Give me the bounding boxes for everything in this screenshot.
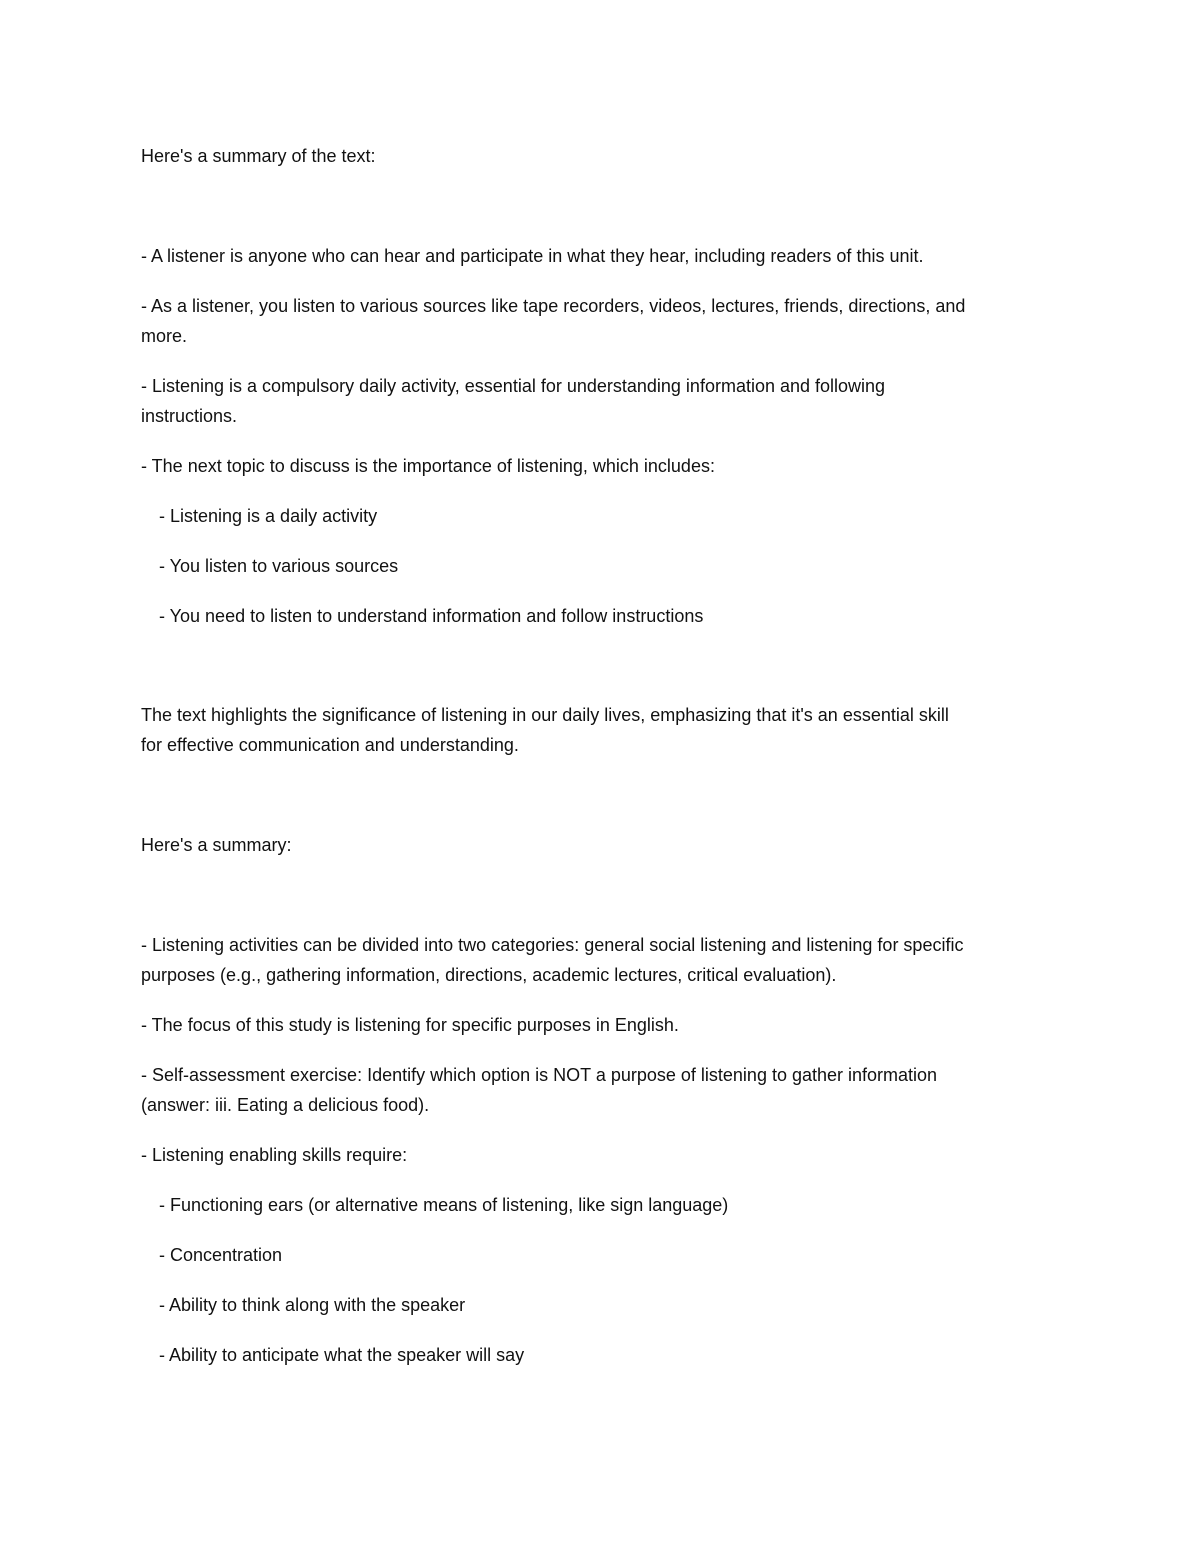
- bullet-listening-categories-cont: purposes (e.g., gathering information, directions, academic lectures, critical evaluation).: [141, 965, 837, 985]
- bullet-next-topic: - The next topic to discuss is the importance of listening, which includes:: [141, 456, 715, 476]
- bullet-listening-sources-cont: more.: [141, 326, 188, 346]
- bullet-study-focus: - The focus of this study is listening for specific purposes in English.: [141, 1015, 679, 1035]
- sub-bullet-concentration: - Concentration: [159, 1245, 283, 1265]
- summary-heading-2: Here's a summary:: [141, 835, 292, 855]
- bullet-compulsory-activity-cont: instructions.: [141, 406, 238, 426]
- sub-bullet-daily-activity: - Listening is a daily activity: [159, 506, 378, 526]
- bullet-compulsory-activity: - Listening is a compulsory daily activity, essential for understanding information and following: [141, 376, 886, 396]
- bullet-listening-sources: - As a listener, you listen to various sources like tape recorders, videos, lectures, friends, directions, and: [141, 296, 966, 316]
- sub-bullet-various-sources: - You listen to various sources: [159, 556, 399, 576]
- bullet-self-assessment: - Self-assessment exercise: Identify which option is NOT a purpose of listening to gather information: [141, 1065, 938, 1085]
- sub-bullet-functioning-ears: - Functioning ears (or alternative means of listening, like sign language): [159, 1195, 729, 1215]
- sub-bullet-understand-information: - You need to listen to understand information and follow instructions: [159, 606, 704, 626]
- bullet-enabling-skills: - Listening enabling skills require:: [141, 1145, 408, 1165]
- bullet-listening-categories: - Listening activities can be divided into two categories: general social listening and listening for specific: [141, 935, 964, 955]
- conclusion-paragraph: The text highlights the significance of listening in our daily lives, emphasizing that it's an essential skill: [141, 705, 949, 725]
- bullet-self-assessment-cont: (answer: iii. Eating a delicious food).: [141, 1095, 430, 1115]
- sub-bullet-anticipate: - Ability to anticipate what the speaker will say: [159, 1345, 525, 1365]
- sub-bullet-think-along: - Ability to think along with the speaker: [159, 1295, 466, 1315]
- conclusion-paragraph-cont: for effective communication and understanding.: [141, 735, 519, 755]
- bullet-listener-definition: - A listener is anyone who can hear and participate in what they hear, including readers of this unit.: [141, 246, 924, 266]
- summary-heading: Here's a summary of the text:: [141, 146, 376, 166]
